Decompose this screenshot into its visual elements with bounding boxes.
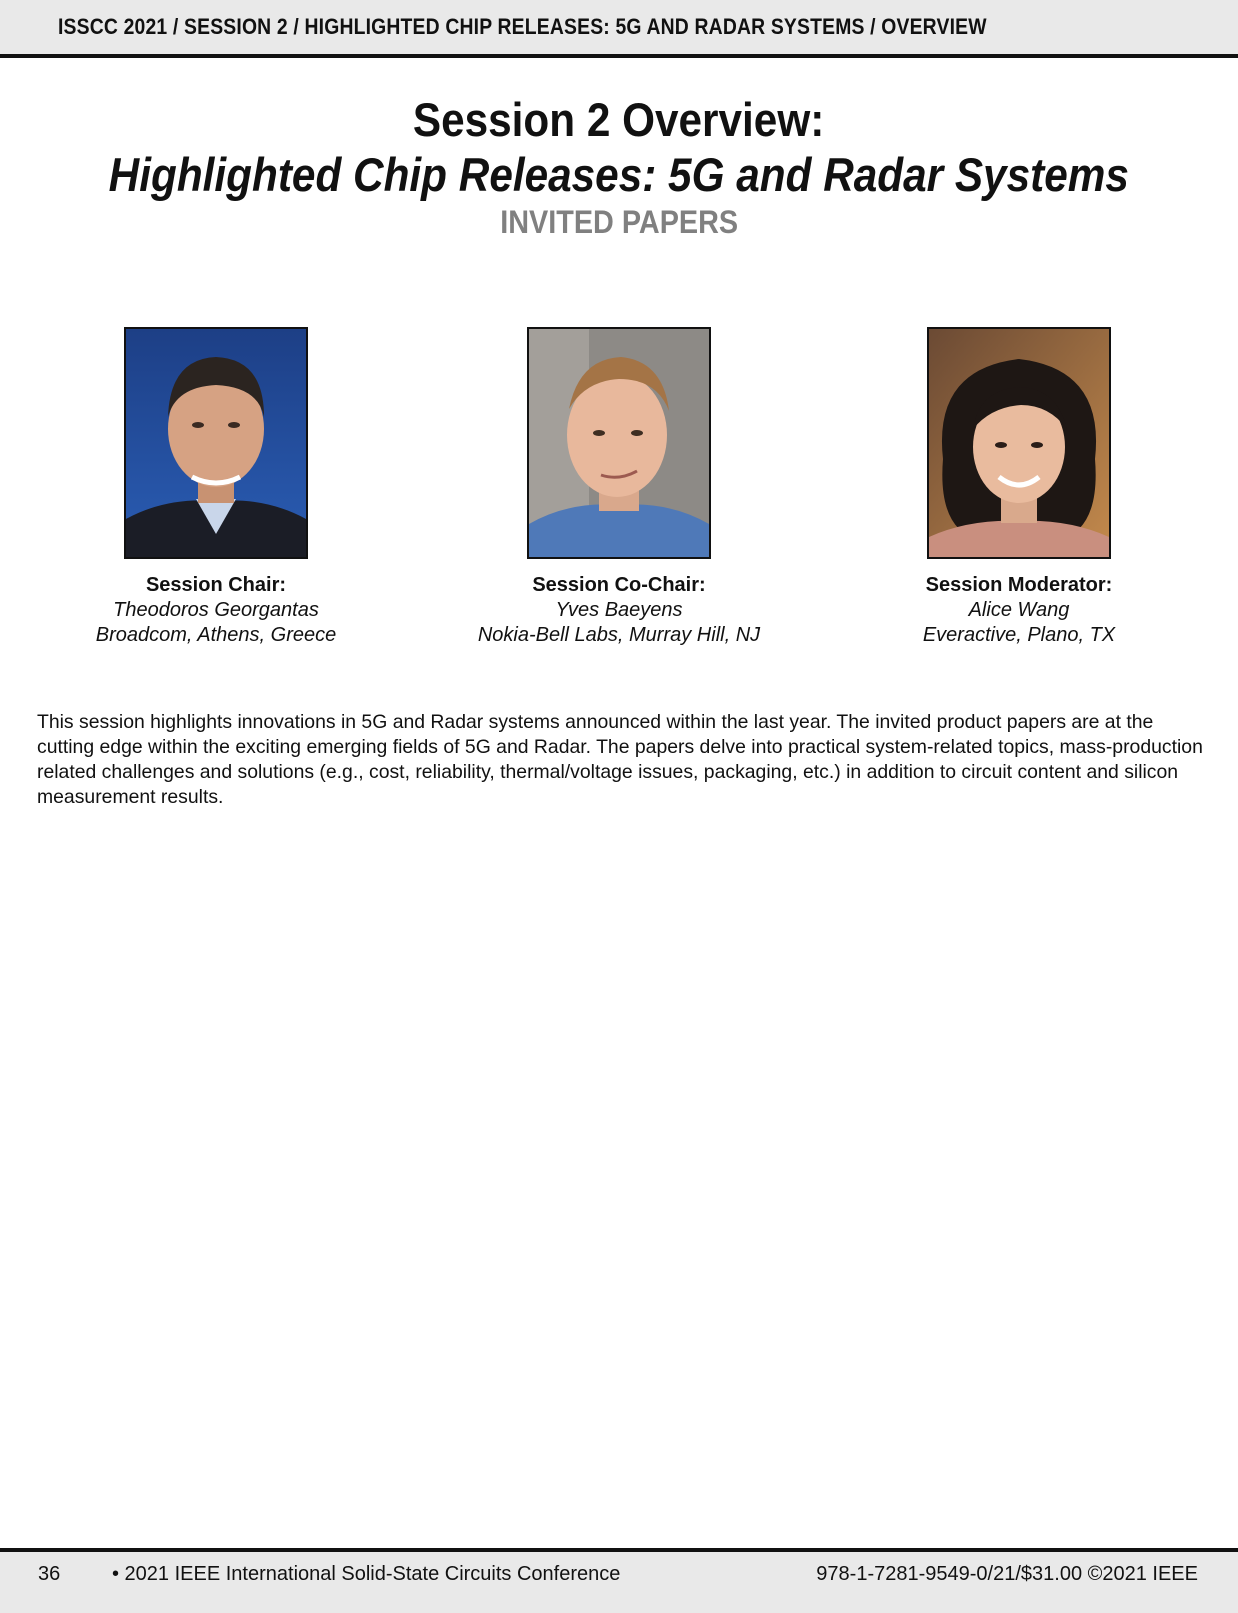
role-label: Session Moderator:	[925, 574, 1113, 596]
page-title: Session 2 Overview:	[413, 93, 825, 146]
person-name: Alice Wang	[968, 599, 1070, 621]
person-name: Theodoros Georgantas	[113, 599, 319, 621]
portrait-photo-chair	[124, 327, 308, 559]
session-description: This session highlights innovations in 5G and Radar systems announced within the last year. The invited product papers are at the cutting edge within the exciting emerging fields of 5G and Radar. The papers delve into practical system-related topics, mass-production related challenges and solutions (e.g., cost, reliability, thermal/voltage issues, packaging, etc.) in addition to circuit content and silicon measurement results.	[37, 711, 1203, 808]
person-affiliation: Nokia-Bell Labs, Murray Hill, NJ	[477, 624, 761, 646]
portrait-photo-moderator	[927, 327, 1111, 559]
person-affiliation: Broadcom, Athens, Greece	[95, 624, 337, 646]
person-affiliation: Everactive, Plano, TX	[922, 624, 1116, 646]
section-subtitle: INVITED PAPERS	[500, 204, 738, 240]
conference-name: • 2021 IEEE International Solid-State Circuits Conference	[112, 1563, 621, 1585]
person-card-co-chair	[439, 327, 799, 648]
page-number: 36	[38, 1563, 61, 1585]
role-label: Session Co-Chair:	[532, 574, 706, 596]
portrait-photo-co-chair	[527, 327, 711, 559]
role-label: Session Chair:	[145, 574, 287, 596]
person-card-chair	[36, 327, 396, 648]
person-name: Yves Baeyens	[555, 599, 683, 621]
person-card-moderator	[839, 327, 1199, 648]
session-title: Highlighted Chip Releases: 5G and Radar Systems	[108, 148, 1130, 201]
title-block	[0, 92, 1238, 242]
isbn-copyright: 978-1-7281-9549-0/21/$31.00 ©2021 IEEE	[816, 1563, 1198, 1585]
running-head-text: ISSCC 2021 / SESSION 2 / HIGHLIGHTED CHIP RELEASES: 5G AND RADAR SYSTEMS / OVERVIEW	[58, 14, 987, 39]
